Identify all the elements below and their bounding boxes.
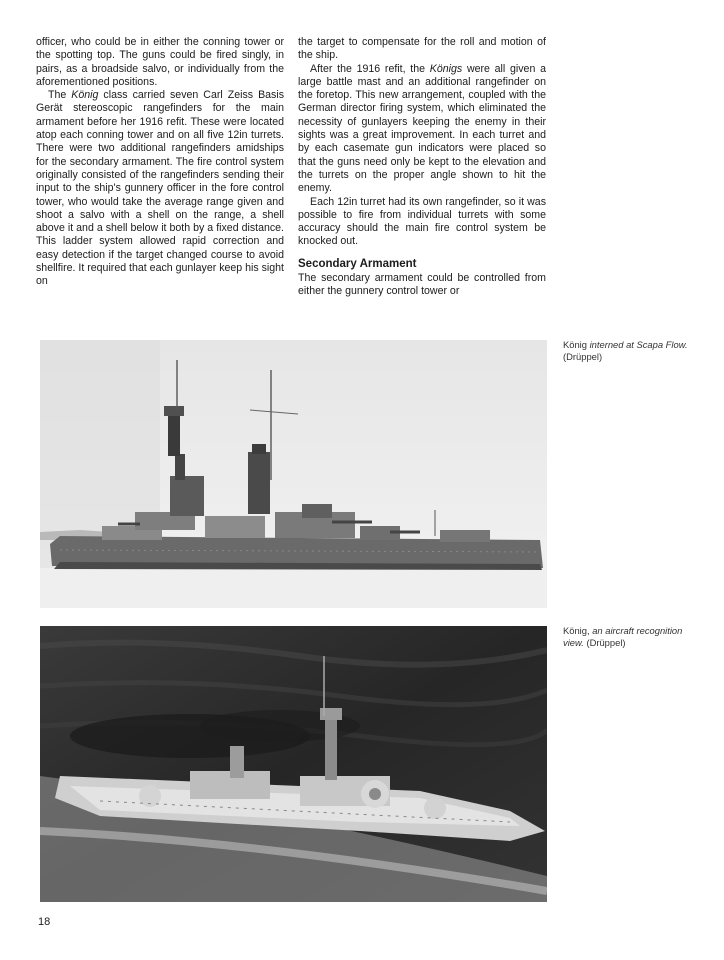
text-run: class carried seven Carl Zeiss Basis Gerät stereoscopic rangefinders for the main armament before her 1916 refit. These were located atop each conning tower and on all five 12in turrets. There were two additional rangefinders amidships for the secondary armament. The fire control system originally consisted of the rangefinders sending their input to the ship's gunnery officer in the fore control tower, who would take the average range given and shoot a salvo with a shell on the range, a shell above it and a shell below it both by a fixed distance. This ladder system allowed rapid correction and easy detection if the target changed course to avoid shellfire. It required that each gunlayer keep his sight on (36, 89, 284, 288)
text-run: were all given a large battle mast and an additional rangefinder on the foretop. This new arrangement, coupled with the German director firing system, which eliminated the necessity of gunlayers keeping the enemy in their sights was a great improvement. In each turret and by each casemate gun indicators were placed so that the guns need only be kept to the elevation and the turrets on the proper angle shown to hit the enemy. (298, 62, 546, 195)
ship-photo-scapa-flow (40, 340, 547, 608)
ship-name: Königs (429, 62, 463, 75)
paragraph: The secondary armament could be controlled from either the gunnery control tower or (298, 272, 546, 298)
paragraph (36, 89, 284, 288)
right-text-column (298, 36, 546, 299)
paragraph: officer, who could be in either the conning tower or the spotting top. The guns could be fired singly, in pairs, as a broadside salvo, or individually from the aforementioned positions. (36, 36, 284, 88)
photo-caption (563, 339, 693, 362)
section-heading: Secondary Armament (298, 257, 417, 270)
photo-credit: (Drüppel) (583, 636, 626, 648)
ship-photo-image (40, 626, 547, 902)
ship-photo-image (40, 340, 547, 608)
left-text-column (36, 36, 284, 289)
page-number: 18 (38, 916, 51, 928)
caption-text: an aircraft recognition view. (563, 625, 683, 648)
paragraph: Each 12in turret had its own rangefinder, so it was possible to fire from individual turrets with some accuracy should the main fire control system be knocked out. (298, 195, 546, 248)
caption-text: interned at Scapa Flow. (586, 339, 688, 350)
ship-photo-aerial (40, 626, 547, 902)
text-run: The (48, 89, 72, 102)
photo-caption (563, 625, 693, 648)
text-run: After the 1916 refit, the (310, 62, 430, 75)
ship-name: König (563, 339, 587, 350)
ship-name: König, (563, 625, 590, 636)
photo-credit: (Drüppel) (563, 350, 603, 362)
paragraph (298, 63, 546, 196)
ship-name: König (71, 89, 99, 102)
paragraph: the target to compensate for the roll and motion of the ship. (298, 36, 546, 62)
